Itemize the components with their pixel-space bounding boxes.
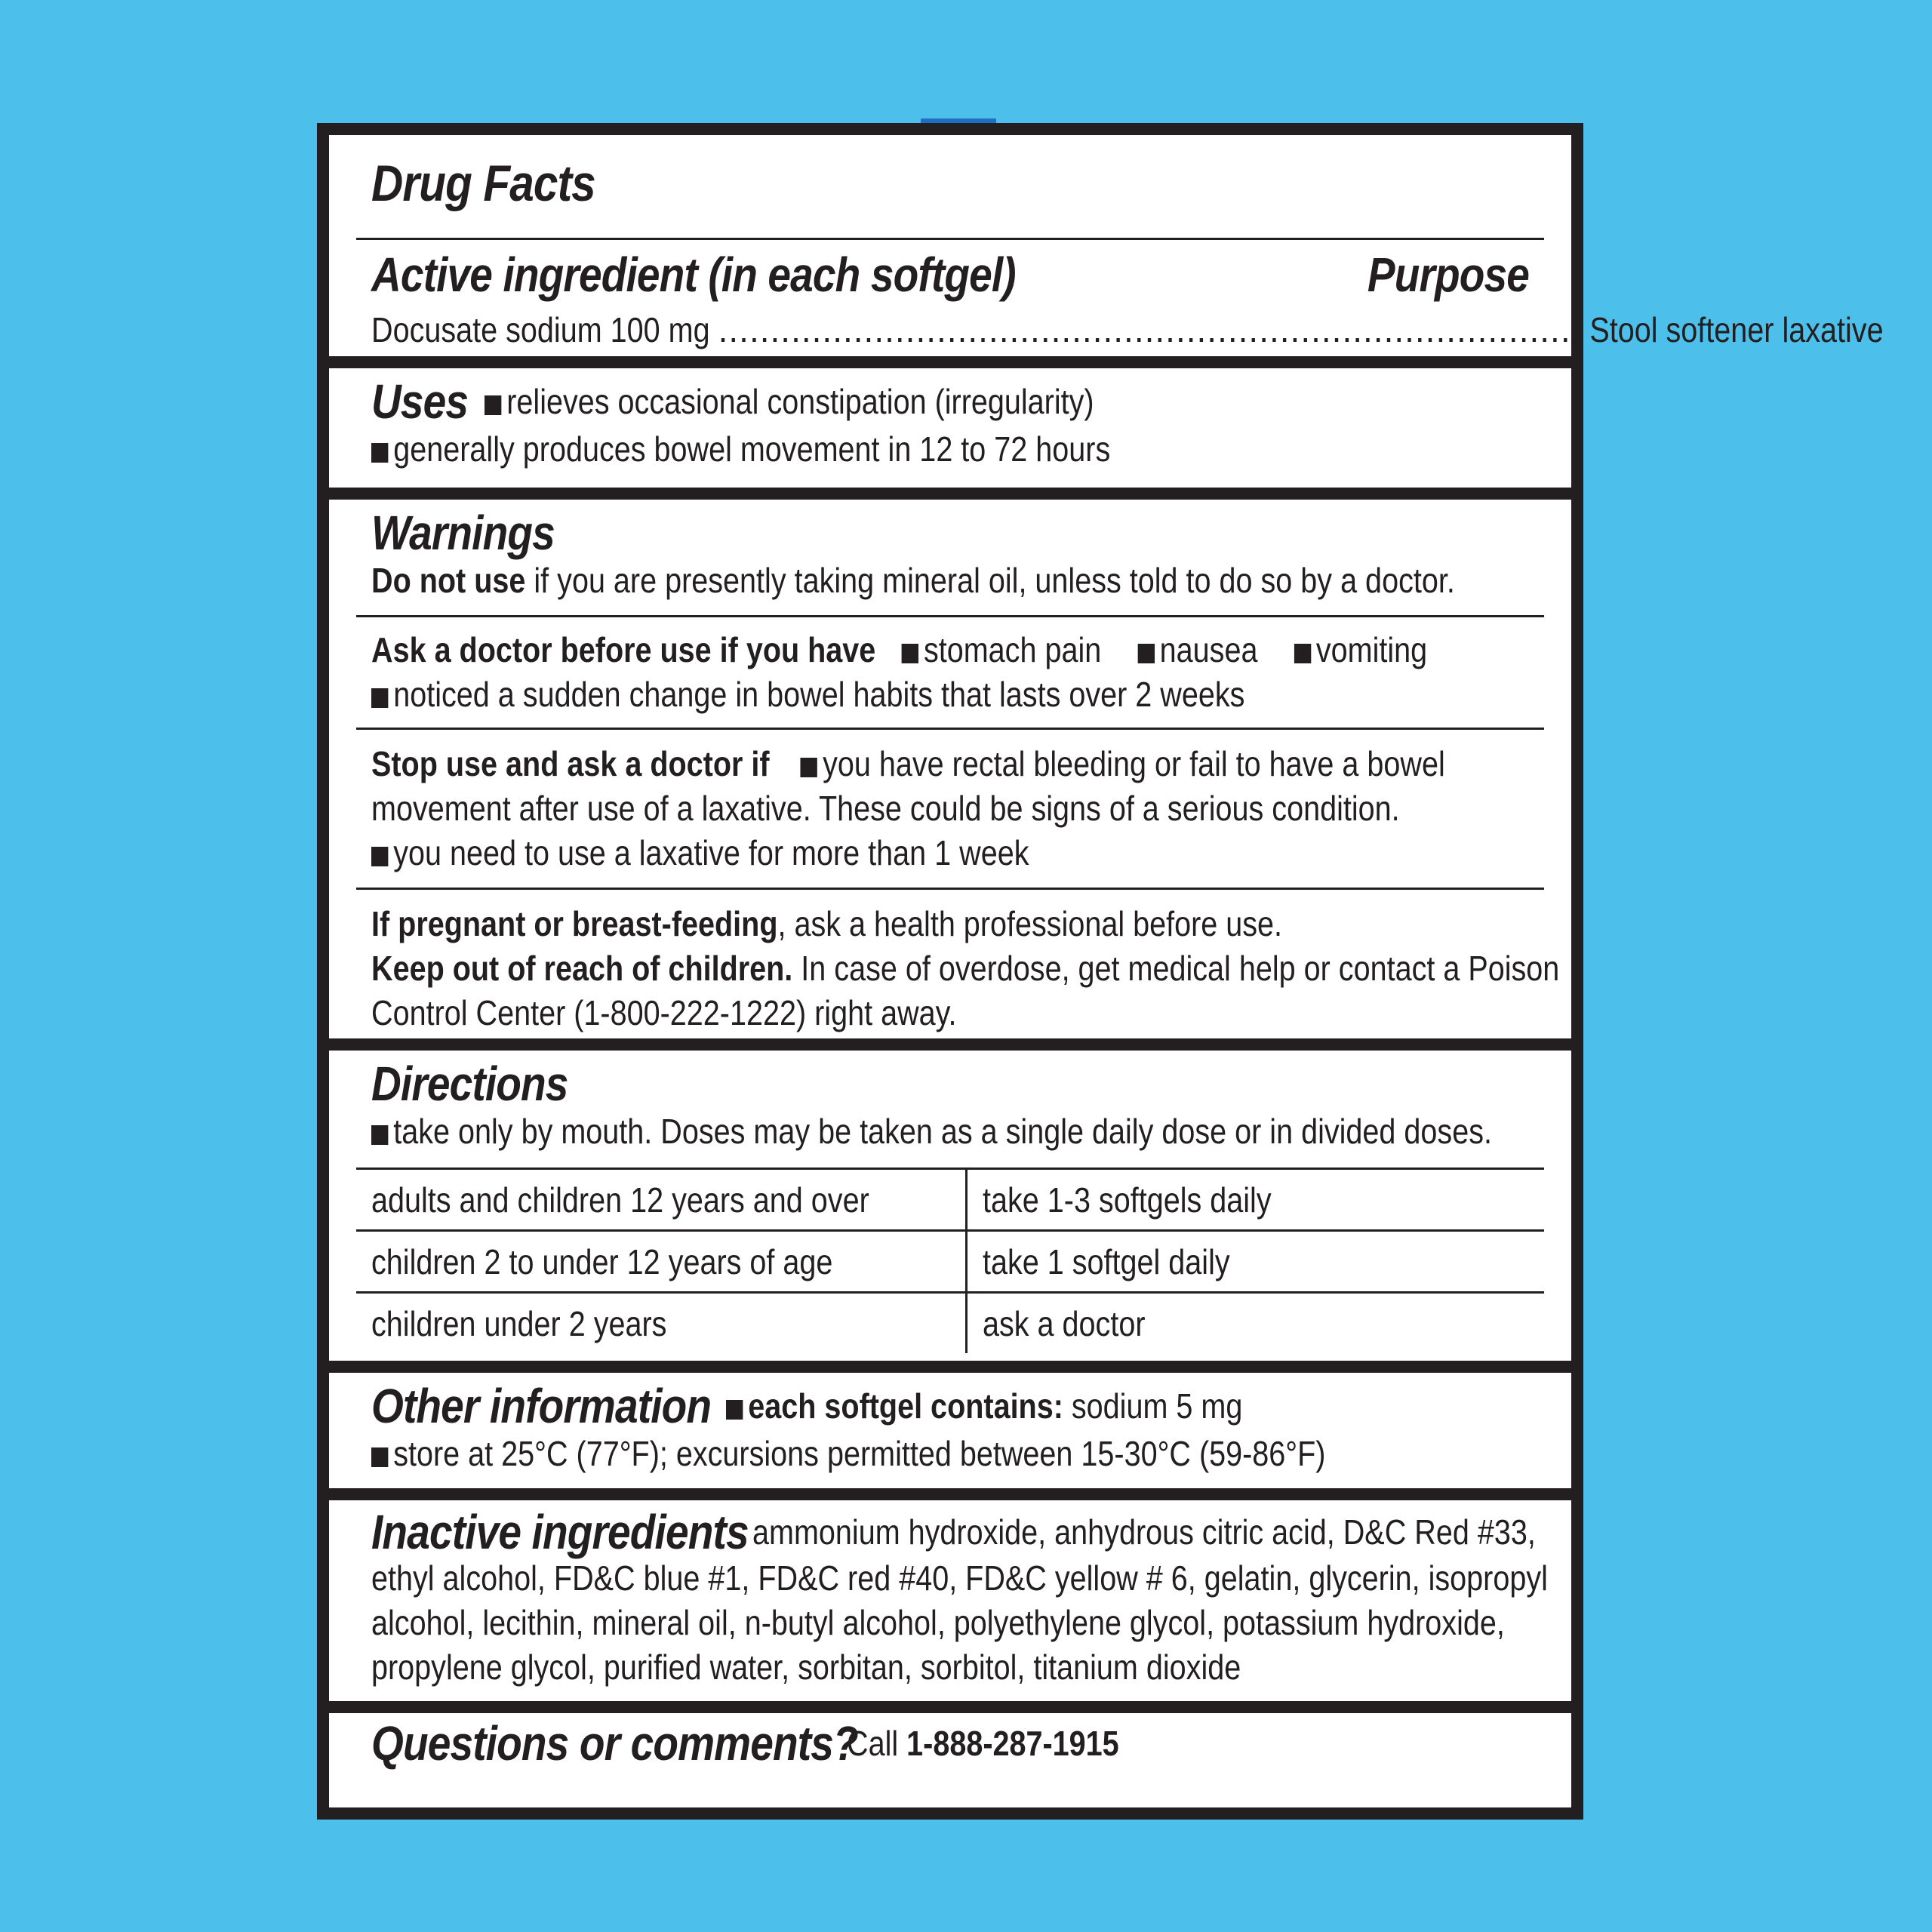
directions-heading: Directions [371,1057,568,1111]
active-ingredient-heading: Active ingredient (in each softgel) [371,248,1016,302]
table-row [356,1293,1544,1354]
active-ingredient-purpose: Stool softener laxative [1589,310,1884,349]
bullet-square-icon [371,847,388,866]
warnings-heading: Warnings [371,506,555,560]
dose-cell: take 1 softgel daily [967,1231,1544,1293]
drug-facts-panel [317,123,1884,1820]
bullet-square-icon [801,758,817,777]
bullet-square-icon [902,644,918,663]
age-cell: adults and children 12 years and over [356,1169,967,1231]
table-row [356,1231,1544,1293]
inactive-line: propylene glycol, purified water, sorbitan, sorbitol, titanium dioxide [371,1647,1241,1687]
uses-item: relieves occasional constipation (irregularity) [485,380,1094,424]
bullet-square-icon [726,1400,743,1420]
stop-use-line-2: movement after use of a laxative. These could be signs of a serious condition. [371,789,1400,828]
inactive-line: ethyl alcohol, FD&C blue #1, FD&C red #40, FD&C yellow # 6, gelatin, glycerin, isopropyl [371,1558,1548,1598]
uses-heading: Uses [371,374,469,429]
directions-section [329,1051,1571,1361]
bullet-square-icon [371,688,388,708]
keep-out-text-2: Control Center (1-800-222-1222) right away. [371,993,957,1032]
active-ingredient-name: Docusate sodium 100 mg [371,310,710,349]
questions-call: Call 1-888-287-1915 [847,1723,1119,1763]
age-cell: children 2 to under 12 years of age [356,1231,967,1293]
age-cell: children under 2 years [356,1293,967,1354]
ask-doctor-line: Ask a doctor before use if you have stomach pain nausea vomiting [371,630,1428,669]
other-information-heading: Other information [371,1379,712,1433]
uses-item: generally produces bowel movement in 12 to 72 hours [371,427,1367,472]
warnings-section [329,500,1571,1038]
drug-facts-title: Drug Facts [371,155,595,212]
inactive-line: alcohol, lecithin, mineral oil, n-butyl alcohol, polyethylene glycol, potassium hydroxide, [371,1603,1505,1642]
questions-heading: Questions or comments? [371,1716,858,1770]
bullet-square-icon [371,1125,388,1145]
inactive-line: ammonium hydroxide, anhydrous citric acid, D&C Red #33, [752,1512,1536,1552]
inactive-ingredients-heading: Inactive ingredients [371,1505,749,1559]
bullet-square-icon [371,443,388,463]
inactive-ingredients-section [329,1500,1571,1701]
stop-use-item: you need to use a laxative for more than 1 week [371,831,1367,875]
bullet-square-icon [1137,644,1154,663]
uses-section [329,368,1571,488]
table-row [356,1169,1544,1231]
directions-table [356,1168,1544,1353]
purpose-heading: Purpose [1367,248,1529,302]
questions-section [329,1713,1571,1807]
dose-cell: take 1-3 softgels daily [967,1169,1544,1231]
bullet-square-icon [485,395,501,415]
other-item: store at 25°C (77°F); excursions permitted between 15-30°C (59-86°F) [371,1432,1367,1476]
active-ingredient-section [329,135,1884,356]
ask-doctor-item: noticed a sudden change in bowel habits that lasts over 2 weeks [371,672,1367,717]
leader-dots: ................................................................................... [718,310,1582,349]
bullet-square-icon [371,1447,388,1467]
stop-use-line: Stop use and ask a doctor if you have rectal bleeding or fail to have a bowel [371,744,1445,783]
other-information-section [329,1373,1571,1488]
dose-cell: ask a doctor [967,1293,1544,1354]
pregnant-text: If pregnant or breast-feeding, ask a health professional before use. [371,904,1283,943]
bullet-square-icon [1294,644,1311,663]
directions-intro: take only by mouth. Doses may be taken as a single daily dose or in divided doses. [371,1109,1367,1154]
phone-number: 1-888-287-1915 [906,1723,1119,1763]
other-item: each softgel contains: sodium 5 mg [726,1384,1242,1429]
keep-out-text: Keep out of reach of children. In case of overdose, get medical help or contact a Poison [371,949,1560,988]
do-not-use-text: Do not use if you are presently taking mineral oil, unless told to do so by a doctor. [371,561,1455,600]
